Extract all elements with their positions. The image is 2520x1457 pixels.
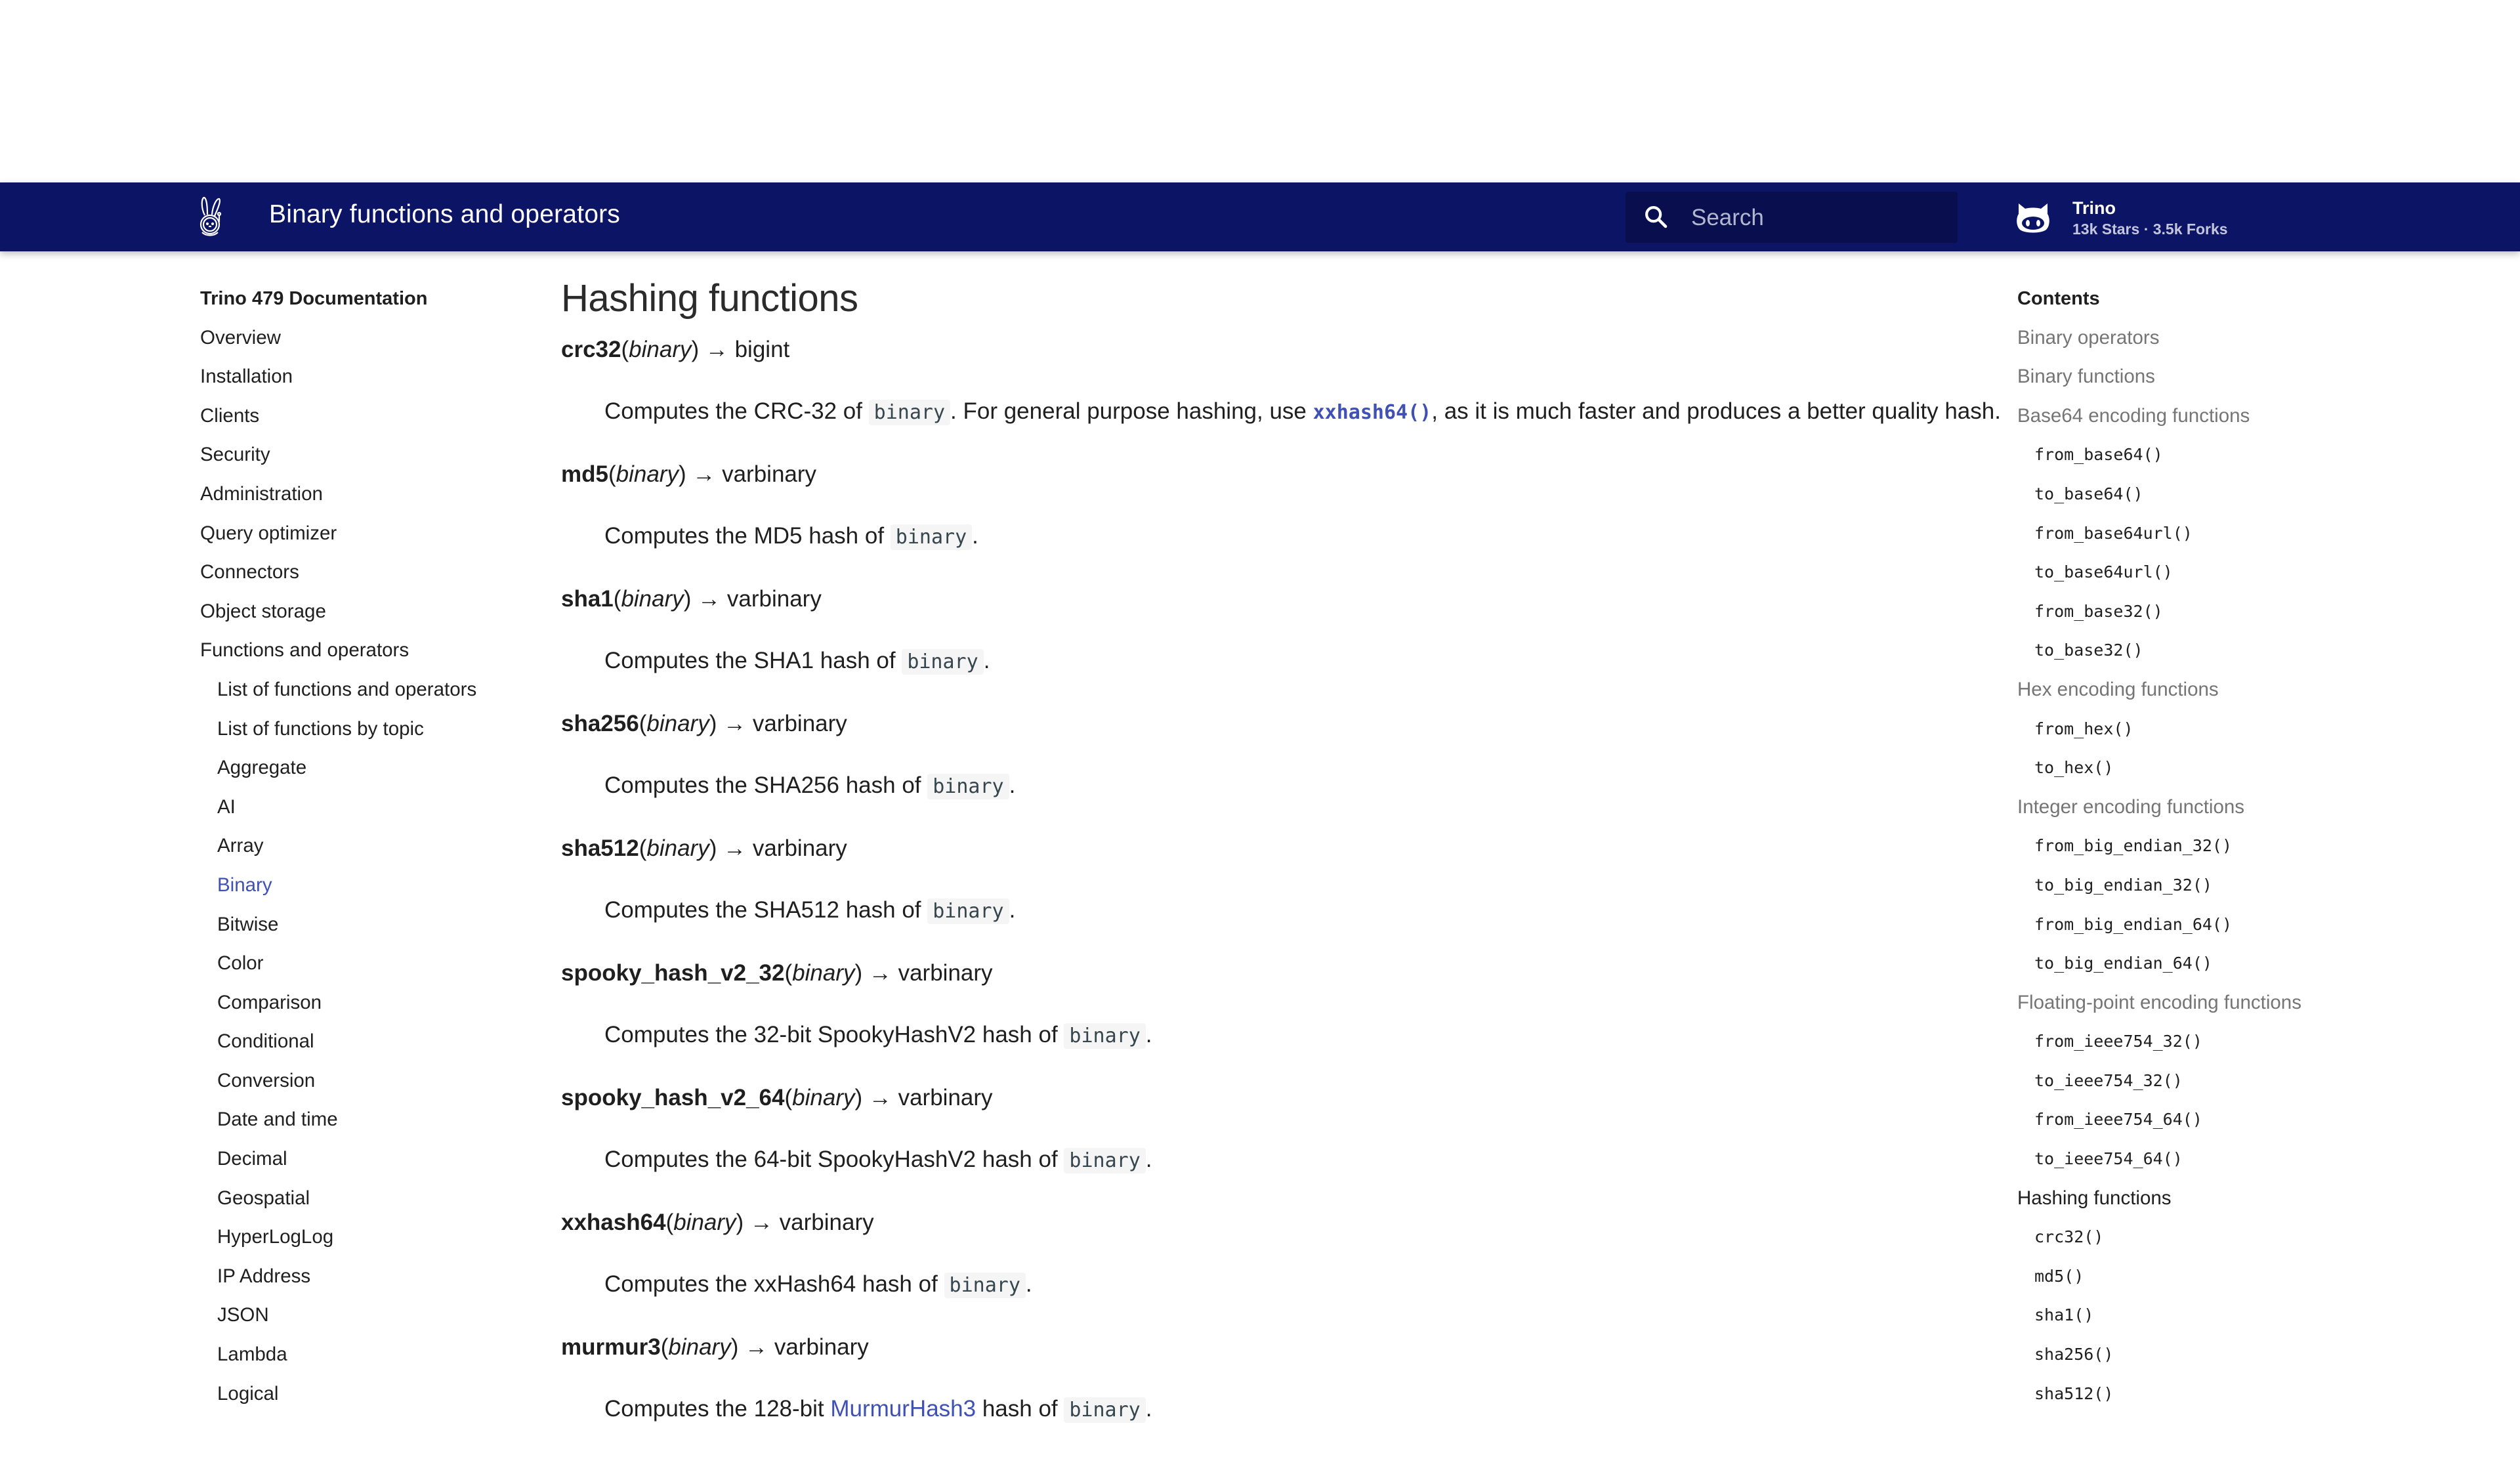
function-arg: binary <box>646 835 709 861</box>
table-of-contents <box>2017 284 2477 1418</box>
toc-item-sha512[interactable]: sha512() <box>2034 1383 2114 1403</box>
toc-item-base64-encoding-functions[interactable]: Base64 encoding functions <box>2017 404 2250 427</box>
paren-open: ( <box>660 1334 669 1360</box>
desc-text: Computes the SHA1 hash of <box>604 648 902 673</box>
nav-item-color[interactable]: Color <box>217 952 264 975</box>
return-arrow: → <box>868 960 892 986</box>
function-description <box>604 1142 2114 1179</box>
paren-close: ) <box>709 711 717 736</box>
toc-item-hashing-functions[interactable]: Hashing functions <box>2017 1187 2172 1209</box>
desc-text: . <box>1025 1271 1032 1297</box>
toc-item-from-big-endian-64[interactable]: from_big_endian_64() <box>2034 914 2233 934</box>
toc-title: Contents <box>2017 288 2100 309</box>
section-heading: Hashing functions <box>561 277 858 320</box>
nav-item-object-storage[interactable]: Object storage <box>200 600 326 622</box>
search-box[interactable] <box>1626 192 1958 243</box>
desc-text: Computes the 128-bit <box>604 1396 831 1422</box>
function-description <box>604 768 2114 805</box>
return-arrow: → <box>705 337 728 362</box>
github-icon <box>2015 202 2051 234</box>
function-signature <box>561 1332 1939 1362</box>
nav-item-ip-address[interactable]: IP Address <box>217 1265 311 1287</box>
return-type: varbinary <box>779 1210 874 1235</box>
desc-text: hash of <box>976 1396 1064 1422</box>
search-input[interactable] <box>1690 192 1948 244</box>
desc-text: Computes the CRC-32 of <box>604 398 869 424</box>
function-description <box>604 1267 2114 1303</box>
function-name: spooky_hash_v2_64 <box>561 1085 785 1110</box>
toc-item-to-big-endian-64[interactable]: to_big_endian_64() <box>2034 954 2212 973</box>
function-arg: binary <box>646 711 709 736</box>
nav-item-aggregate[interactable]: Aggregate <box>217 757 307 779</box>
xxhash64-link[interactable]: xxhash64() <box>1312 401 1432 424</box>
return-arrow: → <box>745 1334 768 1360</box>
paren-close: ) <box>683 586 692 612</box>
toc-item-to-ieee754-32[interactable]: to_ieee754_32() <box>2034 1070 2183 1090</box>
function-spooky-hash-v2-32 <box>561 958 1939 1054</box>
murmurhash3-link[interactable]: MurmurHash3 <box>830 1396 976 1422</box>
paren-open: ( <box>621 337 629 362</box>
function-md5 <box>561 459 1939 555</box>
return-type: varbinary <box>752 711 847 736</box>
function-crc32 <box>561 335 2001 431</box>
function-description <box>604 1017 2114 1054</box>
nav-item-ai[interactable]: AI <box>217 795 236 818</box>
paren-close: ) <box>678 461 686 487</box>
toc-item-binary-functions[interactable]: Binary functions <box>2017 366 2155 388</box>
return-arrow: → <box>868 1085 892 1110</box>
code-binary: binary <box>944 1273 1026 1298</box>
function-arg: binary <box>616 461 679 487</box>
toc-item-md5[interactable]: md5() <box>2034 1266 2084 1286</box>
function-signature <box>561 709 1939 739</box>
return-type: varbinary <box>774 1334 869 1360</box>
toc-item-to-base64url[interactable]: to_base64url() <box>2034 562 2173 582</box>
function-description <box>604 518 2114 555</box>
function-name: xxhash64 <box>561 1210 666 1235</box>
function-xxhash64 <box>561 1208 1939 1303</box>
toc-item-to-ieee754-64[interactable]: to_ieee754_64() <box>2034 1149 2183 1169</box>
code-binary: binary <box>902 649 983 675</box>
paren-open: ( <box>784 960 793 986</box>
nav-item-lambda[interactable]: Lambda <box>217 1343 287 1366</box>
repo-name: Trino <box>2072 198 2116 218</box>
return-arrow: → <box>723 711 747 736</box>
paren-close: ) <box>854 1085 863 1110</box>
function-arg: binary <box>792 1085 855 1110</box>
nav-item-list-of-functions-and-operators[interactable]: List of functions and operators <box>217 678 477 700</box>
toc-item-from-base64url[interactable]: from_base64url() <box>2034 523 2193 543</box>
function-name: crc32 <box>561 337 621 362</box>
nav-item-query-optimizer[interactable]: Query optimizer <box>200 522 337 544</box>
return-arrow: → <box>698 586 721 612</box>
function-name: md5 <box>561 461 608 487</box>
function-spooky-hash-v2-64 <box>561 1083 1939 1179</box>
return-type: varbinary <box>898 960 993 986</box>
nav-item-geospatial[interactable]: Geospatial <box>217 1187 310 1209</box>
toc-item-from-ieee754-64[interactable]: from_ieee754_64() <box>2034 1110 2202 1130</box>
desc-text: . <box>1145 1396 1152 1422</box>
function-description <box>604 643 2114 680</box>
desc-text: . <box>1145 1022 1152 1047</box>
desc-text: . <box>1145 1147 1152 1172</box>
function-description <box>604 893 2114 929</box>
code-binary: binary <box>891 524 972 550</box>
desc-text: . <box>1009 772 1016 798</box>
code-binary: binary <box>927 774 1009 799</box>
nav-item-hyperloglog[interactable]: HyperLogLog <box>217 1226 334 1248</box>
function-signature <box>561 459 1939 490</box>
function-name: sha1 <box>561 586 614 612</box>
paren-open: ( <box>784 1085 793 1110</box>
nav-item-functions-and-operators[interactable]: Functions and operators <box>200 639 410 662</box>
nav-item-decimal[interactable]: Decimal <box>217 1148 287 1170</box>
desc-text: Computes the 32-bit SpookyHashV2 hash of <box>604 1022 1064 1047</box>
nav-title[interactable]: Trino 479 Documentation <box>200 288 428 309</box>
function-name: spooky_hash_v2_32 <box>561 960 785 986</box>
function-signature <box>561 584 1939 614</box>
nav-item-binary[interactable]: Binary <box>217 874 272 896</box>
function-sha256 <box>561 709 1939 805</box>
left-navigation <box>200 284 528 1418</box>
nav-item-connectors[interactable]: Connectors <box>200 561 299 583</box>
function-name: sha512 <box>561 835 639 861</box>
nav-item-security[interactable]: Security <box>200 444 270 466</box>
toc-item-crc32[interactable]: crc32() <box>2034 1227 2104 1247</box>
nav-item-administration[interactable]: Administration <box>200 482 323 505</box>
toc-item-to-big-endian-32[interactable]: to_big_endian_32() <box>2034 875 2212 895</box>
desc-text: Computes the xxHash64 hash of <box>604 1271 944 1297</box>
return-type: varbinary <box>722 461 817 487</box>
toc-item-to-base32[interactable]: to_base32() <box>2034 641 2143 660</box>
function-name: murmur3 <box>561 1334 661 1360</box>
return-arrow: → <box>692 461 716 487</box>
function-signature <box>561 335 1939 365</box>
desc-text: . For general purpose hashing, use <box>950 398 1313 424</box>
return-arrow: → <box>749 1210 773 1235</box>
function-arg: binary <box>673 1210 736 1235</box>
desc-text: . <box>972 523 978 549</box>
return-arrow: → <box>723 835 747 861</box>
nav-item-comparison[interactable]: Comparison <box>217 991 322 1013</box>
return-type: varbinary <box>898 1085 993 1110</box>
nav-item-conversion[interactable]: Conversion <box>217 1069 316 1091</box>
toc-item-from-hex[interactable]: from_hex() <box>2034 719 2133 738</box>
toc-item-floating-point-encoding-functions[interactable]: Floating-point encoding functions <box>2017 991 2301 1013</box>
code-binary: binary <box>1064 1148 1145 1173</box>
toc-item-integer-encoding-functions[interactable]: Integer encoding functions <box>2017 795 2245 818</box>
function-signature <box>561 1208 1939 1238</box>
toc-item-sha256[interactable]: sha256() <box>2034 1345 2114 1364</box>
function-sha1 <box>561 584 1939 680</box>
toc-item-from-base64[interactable]: from_base64() <box>2034 445 2163 465</box>
function-name: sha256 <box>561 711 639 736</box>
paren-close: ) <box>736 1210 744 1235</box>
function-arg: binary <box>792 960 855 986</box>
nav-item-array[interactable]: Array <box>217 835 264 857</box>
desc-text: . <box>1009 897 1016 923</box>
desc-text: Computes the SHA512 hash of <box>604 897 928 923</box>
desc-text: , as it is much faster and produces a better quality hash. <box>1431 398 2001 424</box>
nav-item-bitwise[interactable]: Bitwise <box>217 913 279 935</box>
code-binary: binary <box>1064 1397 1145 1423</box>
nav-item-list-of-functions-by-topic[interactable]: List of functions by topic <box>217 717 424 740</box>
toc-item-binary-operators[interactable]: Binary operators <box>2017 326 2160 348</box>
function-signature <box>561 958 1939 988</box>
return-type: varbinary <box>726 586 822 612</box>
search-icon <box>1643 203 1670 231</box>
paren-open: ( <box>608 461 616 487</box>
desc-text: . <box>983 648 990 673</box>
toc-item-from-big-endian-32[interactable]: from_big_endian_32() <box>2034 836 2233 856</box>
paren-open: ( <box>665 1210 674 1235</box>
code-binary: binary <box>1064 1023 1145 1049</box>
nav-item-json[interactable]: JSON <box>217 1304 269 1326</box>
code-binary: binary <box>927 898 1009 924</box>
nav-item-installation[interactable]: Installation <box>200 366 293 388</box>
page-title: Binary functions and operators <box>269 200 620 228</box>
desc-text: Computes the SHA256 hash of <box>604 772 928 798</box>
function-murmur3 <box>561 1332 1939 1428</box>
function-sha512 <box>561 834 1939 929</box>
toc-item-from-ieee754-32[interactable]: from_ieee754_32() <box>2034 1032 2202 1051</box>
code-binary: binary <box>869 400 950 425</box>
paren-close: ) <box>730 1334 739 1360</box>
nav-item-conditional[interactable]: Conditional <box>217 1030 314 1053</box>
nav-item-date-and-time[interactable]: Date and time <box>217 1109 338 1131</box>
paren-open: ( <box>639 835 647 861</box>
desc-text: Computes the 64-bit SpookyHashV2 hash of <box>604 1147 1064 1172</box>
function-arg: binary <box>668 1334 731 1360</box>
main-content <box>561 276 2001 1457</box>
desc-text: Computes the MD5 hash of <box>604 523 891 549</box>
nav-item-overview[interactable]: Overview <box>200 326 281 348</box>
toc-item-hex-encoding-functions[interactable]: Hex encoding functions <box>2017 678 2219 700</box>
function-signature <box>561 1083 1939 1113</box>
toc-item-from-base32[interactable]: from_base32() <box>2034 601 2163 621</box>
paren-close: ) <box>854 960 863 986</box>
return-type: bigint <box>734 337 790 362</box>
nav-item-clients[interactable]: Clients <box>200 404 260 427</box>
toc-item-to-hex[interactable]: to_hex() <box>2034 758 2114 778</box>
toc-item-sha1[interactable]: sha1() <box>2034 1305 2094 1325</box>
toc-item-to-base64[interactable]: to_base64() <box>2034 484 2143 503</box>
repository-link[interactable] <box>2015 189 2290 245</box>
paren-close: ) <box>709 835 717 861</box>
nav-item-logical[interactable]: Logical <box>217 1382 279 1404</box>
paren-close: ) <box>691 337 700 362</box>
function-arg: binary <box>629 337 692 362</box>
function-description <box>604 1391 2114 1428</box>
paren-open: ( <box>639 711 647 736</box>
function-signature <box>561 834 1939 864</box>
return-type: varbinary <box>752 835 847 861</box>
trino-bunny-logo-icon[interactable] <box>194 196 228 239</box>
repo-stats: 13k Stars · 3.5k Forks <box>2072 221 2228 238</box>
top-header-bar <box>0 182 2520 251</box>
function-description <box>604 394 2055 431</box>
function-arg: binary <box>621 586 684 612</box>
paren-open: ( <box>613 586 621 612</box>
